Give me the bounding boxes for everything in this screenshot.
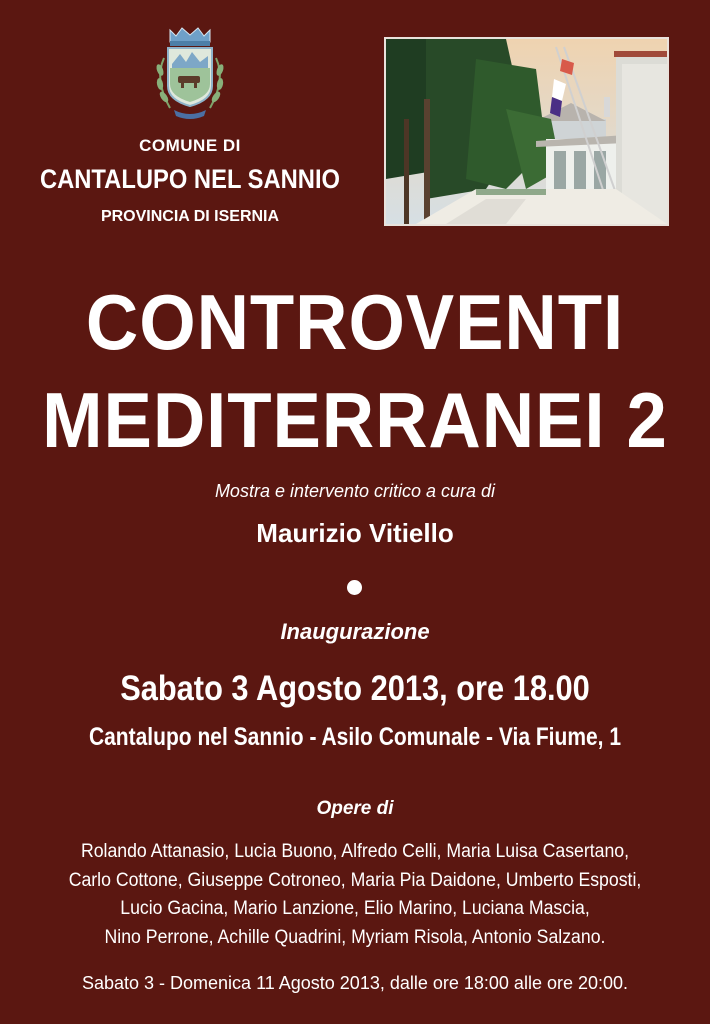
comune-name: CANTALUPO NEL SANNIO: [39, 164, 341, 194]
artists-line: Carlo Cottone, Giuseppe Cotroneo, Maria Pia Daidone, Umberto Esposti,: [68, 869, 642, 891]
artists-line: Nino Perrone, Achille Quadrini, Myriam Risola, Antonio Salzano.: [104, 926, 606, 948]
subtitle: Mostra e intervento critico a cura di: [214, 481, 496, 501]
works-label: Opere di: [316, 798, 394, 819]
municipal-crest-icon: [148, 24, 232, 120]
title-line-2: MEDITERRANEI 2: [42, 376, 668, 464]
inauguration-venue: Cantalupo nel Sannio - Asilo Comunale - Via Fiume, 1: [88, 723, 622, 751]
artists-line: Rolando Attanasio, Lucia Buono, Alfredo Celli, Maria Luisa Casertano,: [80, 841, 630, 862]
inauguration-label: Inaugurazione: [280, 619, 430, 644]
comune-label: COMUNE DI: [139, 136, 241, 155]
inauguration-date: Sabato 3 Agosto 2013, ore 18.00: [120, 669, 590, 708]
title-line-1: CONTROVENTI: [85, 278, 625, 366]
provincia-label: PROVINCIA DI ISERNIA: [100, 208, 280, 225]
artists-line: Lucio Gacina, Mario Lanzione, Elio Marino, Luciana Mascia,: [120, 898, 590, 919]
curator-name: Maurizio Vitiello: [256, 518, 454, 548]
bullet-dot-icon: [347, 580, 362, 595]
exhibition-schedule: Sabato 3 - Domenica 11 Agosto 2013, dalle ore 18:00 alle ore 20:00.: [81, 973, 629, 993]
building-photo: [384, 37, 669, 226]
artists-list: [0, 838, 710, 952]
